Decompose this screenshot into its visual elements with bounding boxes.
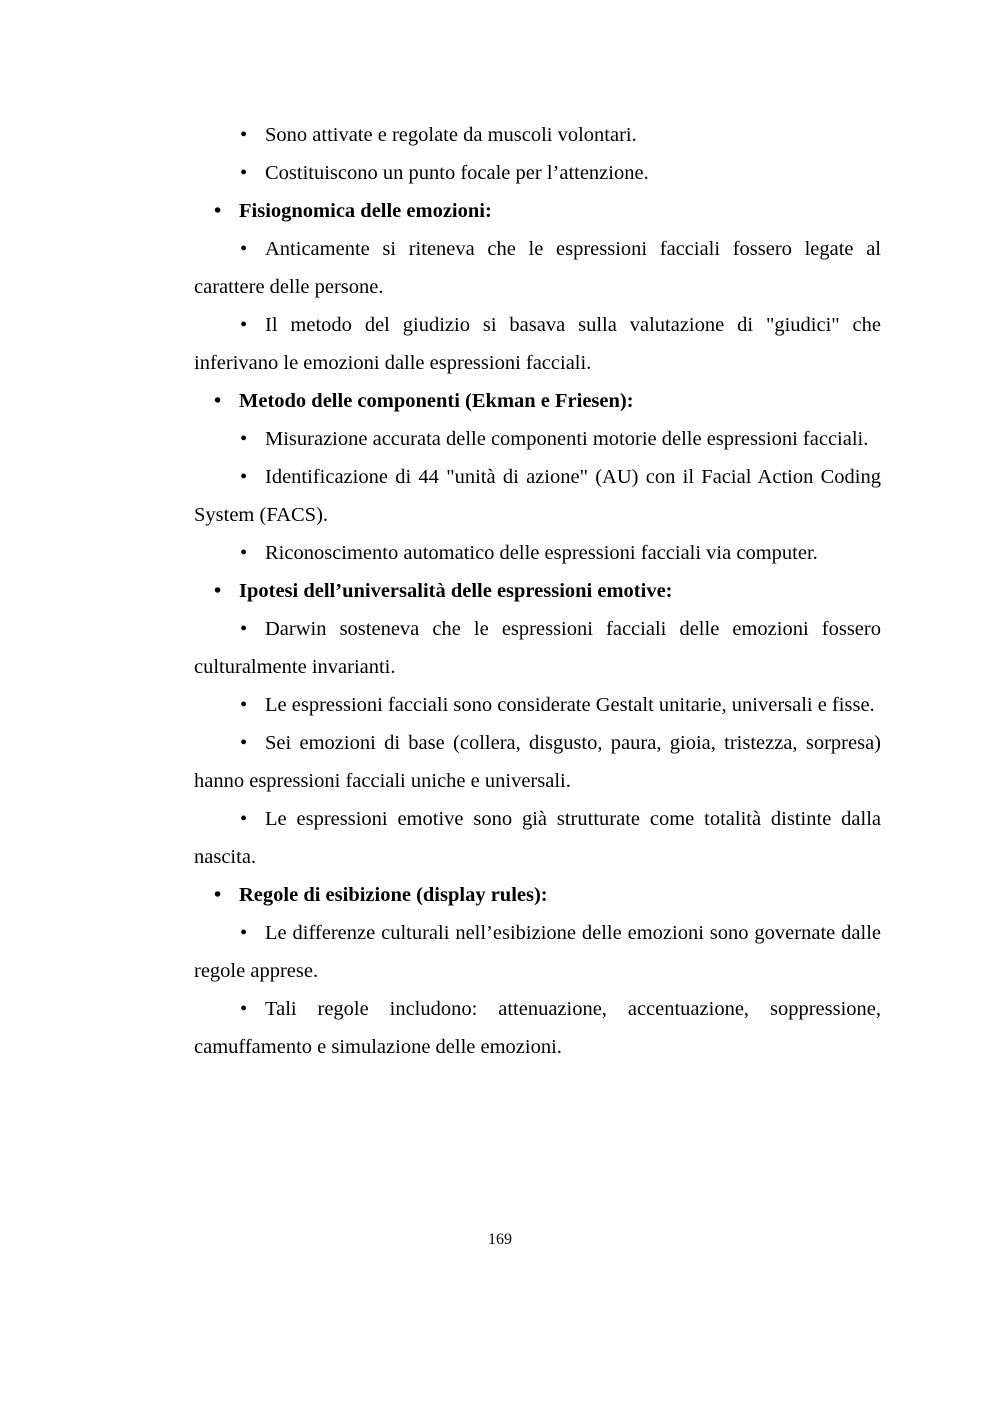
bullet-dot-icon: • <box>214 390 222 412</box>
page-number: 169 <box>488 1231 512 1248</box>
bullet-paragraph <box>194 724 881 800</box>
bullet-text: Le espressioni facciali sono considerate Gestalt unitarie, universali e fisse. <box>265 694 875 716</box>
bullet-text: Le espressioni emotive sono già strutturate come totalità distinte dalla nascita. <box>194 808 881 868</box>
bullet-text: Sono attivate e regolate da muscoli volontari. <box>265 124 637 146</box>
bullet-dot-icon: • <box>240 618 248 640</box>
bullet-dot-icon: • <box>240 732 248 754</box>
bullet-paragraph <box>194 458 881 534</box>
bullet-dot-icon: • <box>214 580 222 602</box>
bullet-text: Sei emozioni di base (collera, disgusto, paura, gioia, tristezza, sorpresa) hanno espressioni facciali uniche e universali. <box>194 732 881 792</box>
bullet-text: Le differenze culturali nell’esibizione delle emozioni sono governate dalle regole apprese. <box>194 922 881 982</box>
bullet-text: Darwin sosteneva che le espressioni facciali delle emozioni fossero culturalmente invarianti. <box>194 618 881 678</box>
bullet-text: Tali regole includono: attenuazione, accentuazione, soppressione, camuffamento e simulazione delle emozioni. <box>194 998 881 1058</box>
bullet-dot-icon: • <box>240 922 248 944</box>
bullet-dot-icon: • <box>240 466 248 488</box>
bullet-text: Il metodo del giudizio si basava sulla valutazione di "giudici" che inferivano le emozioni dalle espressioni facciali. <box>194 314 881 374</box>
bullet-text: Identificazione di 44 "unità di azione" (AU) con il Facial Action Coding System (FACS). <box>194 466 881 526</box>
section-heading <box>194 876 881 914</box>
section-heading <box>194 572 881 610</box>
heading-text: Fisiognomica delle emozioni: <box>239 200 492 222</box>
bullet-paragraph <box>194 420 881 458</box>
bullet-paragraph <box>194 610 881 686</box>
bullet-dot-icon: • <box>240 998 248 1020</box>
bullet-item <box>194 534 881 572</box>
bullet-dot-icon: • <box>240 124 248 146</box>
heading-text: Regole di esibizione (display rules): <box>239 884 548 906</box>
bullet-paragraph <box>194 990 881 1066</box>
bullet-paragraph <box>194 230 881 306</box>
bullet-text: Anticamente si riteneva che le espressioni facciali fossero legate al carattere delle persone. <box>194 238 881 298</box>
bullet-dot-icon: • <box>240 428 248 450</box>
bullet-paragraph <box>194 306 881 382</box>
bullet-paragraph <box>194 800 881 876</box>
bullet-dot-icon: • <box>240 238 248 260</box>
bullet-paragraph <box>194 686 881 724</box>
bullet-dot-icon: • <box>214 884 222 906</box>
bullet-item <box>194 154 881 192</box>
page-body <box>194 116 881 1066</box>
bullet-dot-icon: • <box>214 200 222 222</box>
heading-text: Ipotesi dell’universalità delle espressioni emotive: <box>239 580 673 602</box>
bullet-text: Riconoscimento automatico delle espressioni facciali via computer. <box>265 542 818 564</box>
section-heading <box>194 192 881 230</box>
bullet-dot-icon: • <box>240 694 248 716</box>
heading-text: Metodo delle componenti (Ekman e Friesen): <box>239 390 634 412</box>
bullet-item <box>194 116 881 154</box>
section-heading <box>194 382 881 420</box>
bullet-paragraph <box>194 914 881 990</box>
bullet-dot-icon: • <box>240 314 248 336</box>
bullet-dot-icon: • <box>240 162 248 184</box>
bullet-dot-icon: • <box>240 542 248 564</box>
bullet-text: Costituiscono un punto focale per l’attenzione. <box>265 162 649 184</box>
bullet-text: Misurazione accurata delle componenti motorie delle espressioni facciali. <box>265 428 869 450</box>
bullet-dot-icon: • <box>240 808 248 830</box>
